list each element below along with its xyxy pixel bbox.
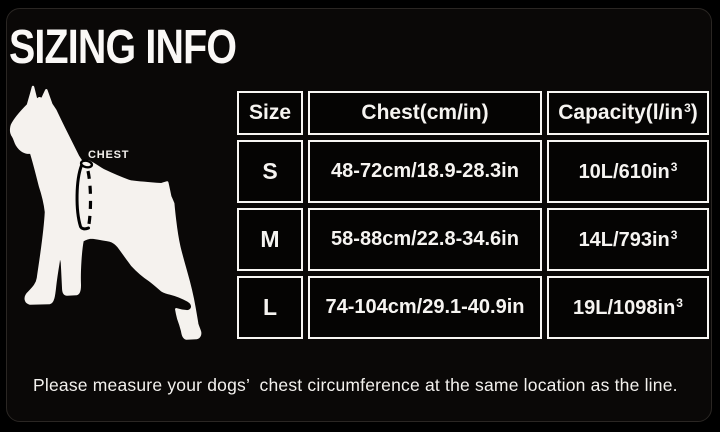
table-row-size-m	[237, 208, 709, 271]
table-header-row	[237, 91, 709, 135]
page-title: SIZING INFO	[9, 21, 237, 74]
capacity-m-superscript: 3	[670, 227, 678, 242]
cell-size-s: S	[237, 140, 303, 203]
dog-measurement-diagram	[5, 85, 215, 353]
cell-capacity-m	[547, 208, 709, 271]
cell-size-m: M	[237, 208, 303, 271]
capacity-l-text: 19L/1098in	[573, 296, 676, 319]
cell-capacity-s	[547, 140, 709, 203]
header-size: Size	[237, 91, 303, 135]
header-capacity-superscript: 3	[684, 101, 691, 115]
cell-chest-s: 48-72cm/18.9-28.3in	[308, 140, 542, 203]
header-capacity	[547, 91, 709, 135]
table-row-size-l	[237, 276, 709, 339]
header-chest: Chest(cm/in)	[308, 91, 542, 135]
measurement-note: Please measure your dogs’ chest circumference at the same location as the line.	[33, 375, 678, 395]
header-capacity-close: )	[690, 101, 698, 124]
capacity-l-superscript: 3	[676, 295, 683, 310]
sizing-table	[232, 86, 714, 344]
capacity-s-text: 10L/610in	[578, 160, 670, 183]
capacity-s-superscript: 3	[670, 159, 678, 174]
cell-chest-m: 58-88cm/22.8-34.6in	[308, 208, 542, 271]
capacity-m-text: 14L/793in	[578, 228, 670, 251]
header-capacity-text: Capacity(l/in	[558, 101, 684, 124]
cell-capacity-l	[547, 276, 709, 339]
chest-label: CHEST	[88, 149, 130, 161]
table-row-size-s	[237, 140, 709, 203]
cell-size-l: L	[237, 276, 303, 339]
dog-silhouette	[11, 87, 200, 339]
cell-chest-l: 74-104cm/29.1-40.9in	[308, 276, 542, 339]
